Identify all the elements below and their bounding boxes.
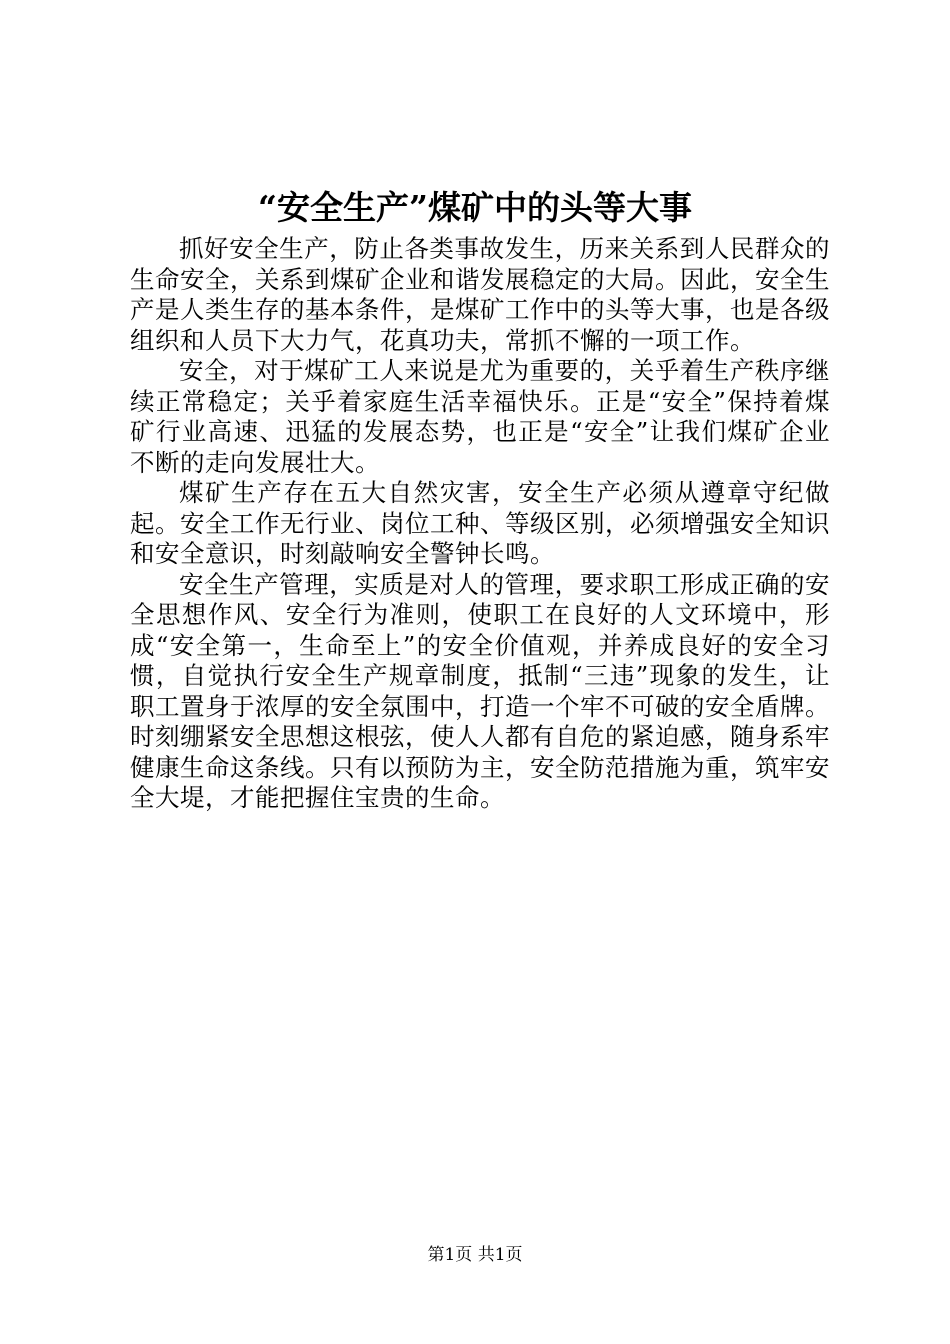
document-body bbox=[130, 234, 830, 814]
page-number-footer: 第1页 共1页 bbox=[427, 1245, 523, 1265]
paragraph-4: 安全生产管理，实质是对人的管理，要求职工形成正确的安全思想作风、安全行为准则，使职工在良好的人文环境中，形成“安全第一，生命至上”的安全价值观，并养成良好的安全习惯，自觉执行安全生产规章制度，抵制“三违”现象的发生，让职工置身于浓厚的安全氛围中，打造一个牢不可破的安全盾牌。时刻绷紧安全思想这根弦，使人人都有自危的紧迫感，随身系牢健康生命这条线。只有以预防为主，安全防范措施为重，筑牢安全大堤，才能把握住宝贵的生命。 bbox=[130, 569, 830, 812]
paragraph-2: 安全，对于煤矿工人来说是尤为重要的，关乎着生产秩序继续正常稳定；关乎着家庭生活幸福快乐。正是“安全”保持着煤矿行业高速、迅猛的发展态势，也正是“安全”让我们煤矿企业不断的走向发展壮大。 bbox=[130, 356, 830, 477]
paragraph-3: 煤矿生产存在五大自然灾害，安全生产必须从遵章守纪做起。安全工作无行业、岗位工种、等级区别，必须增强安全知识和安全意识，时刻敲响安全警钟长鸣。 bbox=[130, 478, 830, 568]
paragraph-1: 抓好安全生产，防止各类事故发生，历来关系到人民群众的生命安全，关系到煤矿企业和谐发展稳定的大局。因此，安全生产是人类生存的基本条件，是煤矿工作中的头等大事，也是各级组织和人员下大力气，花真功夫，常抓不懈的一项工作。 bbox=[130, 234, 830, 355]
document-title: “安全生产”煤矿中的头等大事 bbox=[258, 188, 692, 227]
